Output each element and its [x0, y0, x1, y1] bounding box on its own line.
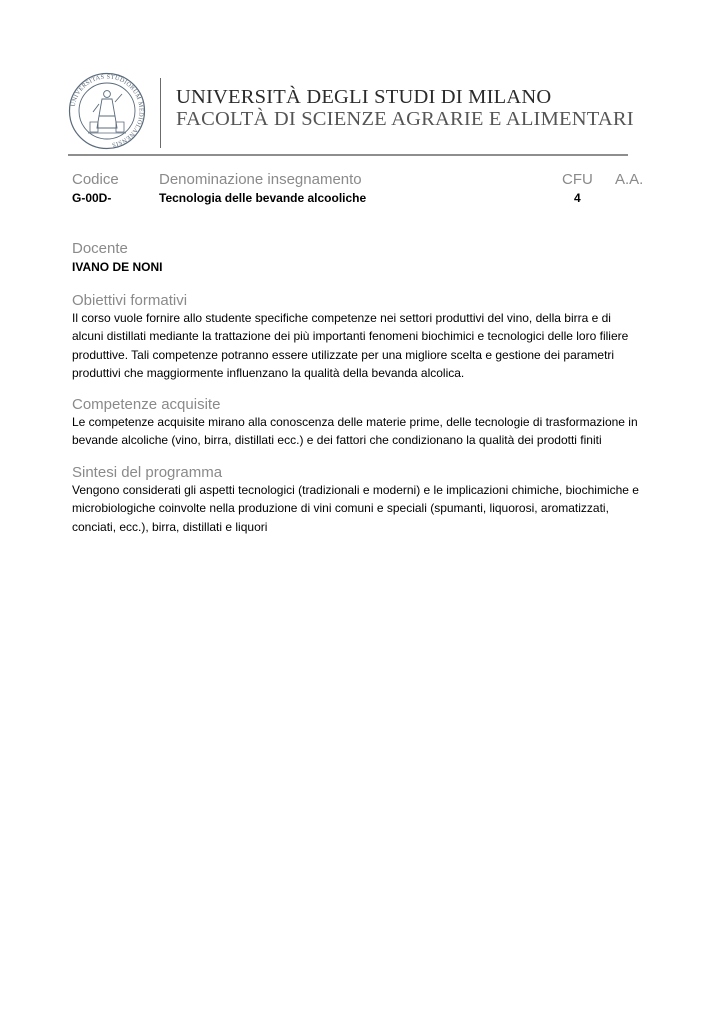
- competenze-line: Le competenze acquisite mirano alla conoscenza delle materie prime, delle tecnologie di trasformazione in: [72, 415, 638, 429]
- obiettivi-line: alcuni distillati mediante la trattazione dei più importanti fenomeni biochimici e tecnologici delle loro filiere: [72, 329, 629, 344]
- section-title-docente: Docente: [72, 240, 128, 257]
- sintesi-line: conciati, ecc.), birra, distillati e liquori: [72, 519, 268, 534]
- code-label: Codice: [72, 171, 119, 188]
- obiettivi-line: Il corso vuole fornire allo studente specifiche competenze nei settori produttivi del vino, della birra e di: [72, 311, 611, 325]
- header-vertical-rule: [160, 78, 161, 148]
- competenze-body: [72, 413, 652, 450]
- obiettivi-body: [72, 309, 652, 382]
- sintesi-body: [72, 481, 652, 536]
- section-title-obiettivi: Obiettivi formativi: [72, 292, 188, 309]
- sintesi-line: microbiologiche coinvolte nella produzione di vini comuni e speciali (spumanti, liquorosi, aromatizzati,: [72, 501, 609, 516]
- obiettivi-line: produttivi che maggiormente influenzano la qualità della bevanda alcolica.: [72, 365, 465, 380]
- cfu-label: CFU: [562, 171, 593, 188]
- university-name: UNIVERSITÀ DEGLI STUDI DI MILANO: [176, 86, 552, 108]
- competenze-line: bevande alcoliche (vino, birra, distillati ecc.) e dei fattori che condizionano la qualità dei prodotti finiti: [72, 433, 602, 448]
- cfu-value: 4: [574, 191, 581, 205]
- obiettivi-line: produttive. Tali competenze potranno essere utilizzate per una migliore scelta e gestione dei parametri: [72, 347, 615, 362]
- course-name: Tecnologia delle bevande alcooliche: [159, 191, 367, 205]
- section-title-competenze: Competenze acquisite: [72, 396, 221, 413]
- course-code: G-00D-: [72, 191, 112, 205]
- header-divider: [68, 154, 628, 156]
- section-title-sintesi: Sintesi del programma: [72, 464, 223, 481]
- letterhead: [68, 72, 634, 150]
- svg-text:UNIVERSITAS STUDIORUM MEDIOLAN: UNIVERSITAS STUDIORUM MEDIOLANENSIS: [69, 73, 145, 149]
- course-name-label: Denominazione insegnamento: [159, 171, 362, 188]
- docente-name: IVANO DE NONI: [72, 260, 163, 274]
- sintesi-line: Vengono considerati gli aspetti tecnologici (tradizionali e moderni) e le implicazioni chimiche, biochimiche e: [72, 483, 639, 497]
- academic-year-label: A.A.: [615, 171, 644, 188]
- faculty-name: FACOLTÀ DI SCIENZE AGRARIE E ALIMENTARI: [176, 108, 634, 130]
- university-seal-logo: [68, 72, 146, 150]
